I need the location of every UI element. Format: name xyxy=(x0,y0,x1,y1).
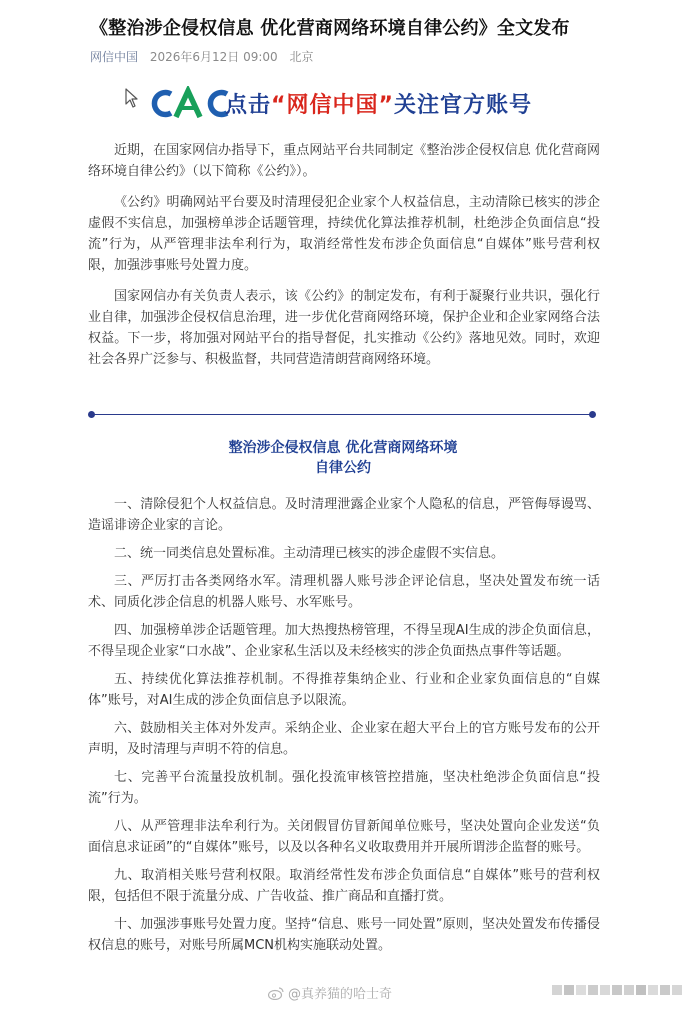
convention-article: 七、完善平台流量投放机制。强化投流审核管控措施，坚决杜绝涉企负面信息“投流”行为。 xyxy=(88,770,600,806)
convention-article: 四、加强榜单涉企话题管理。加大热搜热榜管理，不得呈现AI生成的涉企负面信息，不得呈现企业家“口水战”、企业家私生活以及未经核实的涉企负面热点事件等话题。 xyxy=(88,623,600,659)
convention-article: 二、统一同类信息处置标准。主动清理已核实的涉企虚假不实信息。 xyxy=(114,546,505,561)
weibo-icon xyxy=(268,986,284,1000)
follow-banner-text xyxy=(225,88,532,119)
banner-text-post: 关注官方账号 xyxy=(393,93,532,118)
cac-logo xyxy=(145,86,231,120)
article-title: 《整治涉企侵权信息 优化营商网络环境自律公约》全文发布 xyxy=(90,18,570,39)
article-datetime: 2026年6月12日 09:00 xyxy=(149,50,278,64)
convention-article: 一、清除侵犯个人权益信息。及时清理泄露企业家个人隐私的信息，严管侮辱谩骂、造谣诽谤企业家的言论。 xyxy=(88,497,600,533)
intro-paragraph: 国家网信办有关负责人表示，该《公约》的制定发布，有利于凝聚行业共识，强化行业自律，加强涉企侵权信息治理，进一步优化营商网络环境，保护企业和企业家网络合法权益。下一步，将加强对网站平台的指导督促，扎实推动《公约》落地见效。同时，欢迎社会各界广泛参与、积极监督，共同营造清朗营商网络环境。 xyxy=(88,289,600,367)
convention-article: 十、加强涉事账号处置力度。坚持“信息、账号一同处置”原则，坚决处置发布传播侵权信息的账号，对账号所属MCN机构实施联动处置。 xyxy=(88,917,600,953)
convention-article: 八、从严管理非法牟利行为。关闭假冒仿冒新闻单位账号，坚决处置向企业发送“负面信息求证函”的“自媒体”账号，以及以各种名义收取费用并开展所谓涉企监督的账号。 xyxy=(88,819,600,855)
convention-title xyxy=(88,438,598,478)
watermark-text: @真养猫的哈士奇 xyxy=(288,987,393,1002)
weibo-watermark xyxy=(268,983,392,1003)
intro-section xyxy=(88,140,600,380)
intro-paragraph: 近期，在国家网信办指导下，重点网站平台共同制定《整治涉企侵权信息 优化营商网络环境自律公约》（以下简称《公约》）。 xyxy=(88,143,600,179)
divider-dot-left xyxy=(88,411,95,418)
intro-paragraph: 《公约》明确网站平台要及时清理侵犯企业家个人权益信息，主动清除已核实的涉企虚假不实信息，加强榜单涉企话题管理，持续优化算法推荐机制，杜绝涉企负面信息“投流”行为，从严管理非法牟利行为，取消经常性发布涉企负面信息“自媒体”账号营利权限，加强涉事账号处置力度。 xyxy=(88,195,600,273)
banner-text-pre: 点击 xyxy=(225,93,272,118)
convention-articles xyxy=(88,494,600,963)
convention-title-line2: 自律公约 xyxy=(315,460,371,476)
convention-title-line1: 整治涉企侵权信息 优化营商网络环境 xyxy=(228,440,458,456)
article-meta xyxy=(90,48,322,65)
follow-banner[interactable] xyxy=(125,84,565,124)
divider-line xyxy=(92,414,592,415)
convention-article: 五、持续优化算法推荐机制。不得推荐集纳企业、行业和企业家负面信息的“自媒体”账号，对AI生成的涉企负面信息予以限流。 xyxy=(88,672,600,708)
article-location: 北京 xyxy=(289,50,314,64)
convention-article: 三、严厉打击各类网络水军。清理机器人账号涉企评论信息，坚决处置发布统一话术、同质化涉企信息的机器人账号、水军账号。 xyxy=(88,574,600,610)
divider-dot-right xyxy=(589,411,596,418)
convention-article: 六、鼓励相关主体对外发声。采纳企业、企业家在超大平台上的官方账号发布的公开声明，及时清理与声明不符的信息。 xyxy=(88,721,600,757)
pixelated-footer-mark xyxy=(552,982,682,1000)
convention-article: 九、取消相关账号营利权限。取消经常性发布涉企负面信息“自媒体”账号的营利权限，包括但不限于流量分成、广告收益、推广商品和直播打赏。 xyxy=(88,868,600,904)
banner-text-emphasis: “网信中国” xyxy=(271,93,394,118)
section-divider xyxy=(88,410,596,420)
mouse-pointer-icon xyxy=(125,88,139,108)
article-source[interactable]: 网信中国 xyxy=(90,50,139,64)
